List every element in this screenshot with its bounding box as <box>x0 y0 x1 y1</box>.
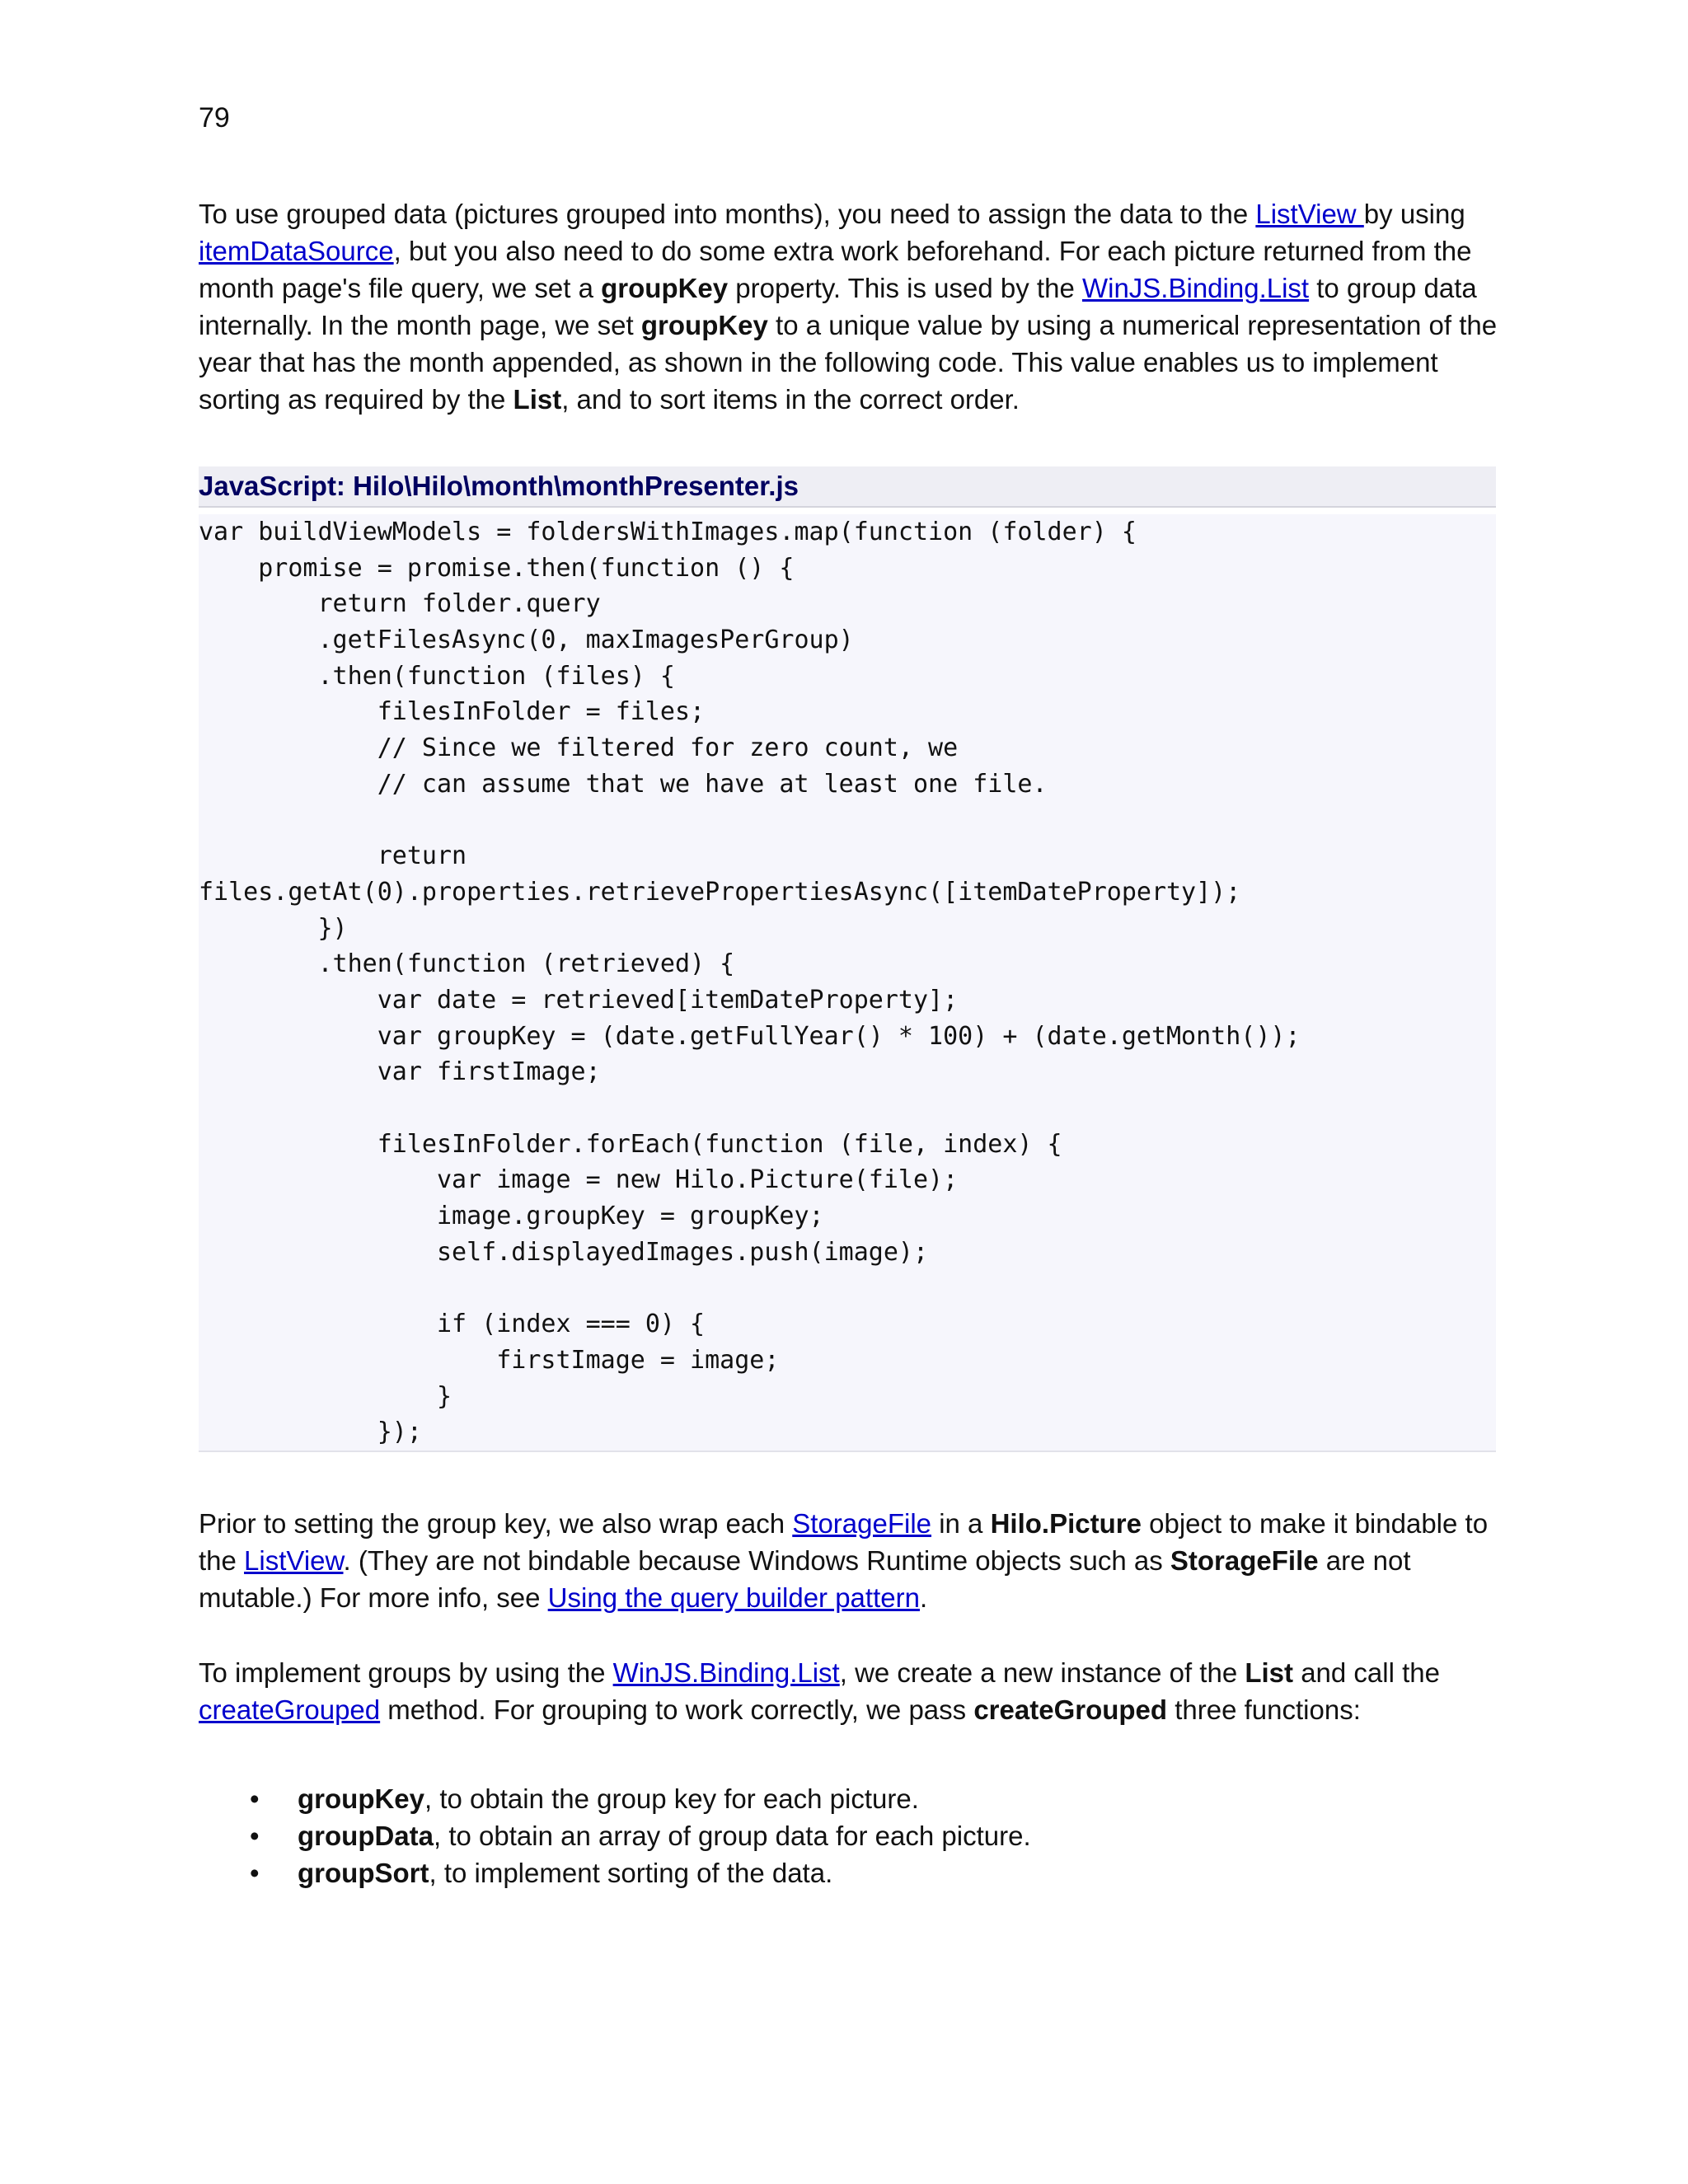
list-item: • groupSort, to implement sorting of the data. <box>199 1854 1509 1891</box>
code-block-title: JavaScript: Hilo\Hilo\month\monthPresenter.js <box>199 466 1496 508</box>
code-line: self.displayedImages.push(image); <box>199 1237 929 1267</box>
code-line: return <box>199 841 467 871</box>
listview-link-2[interactable]: ListView <box>244 1545 344 1576</box>
code-line: image.groupKey = groupKey; <box>199 1202 824 1231</box>
code-block <box>199 514 1496 1452</box>
intro-paragraph: To use grouped data (pictures grouped into months), you need to assign the data to the ListView by using itemDataSource, but you also need to do some extra work beforehand. For each picture returned from the month page's file query, we set a groupKey property. This is used by the WinJS.Binding.List to group data internally. In the month page, we set groupKey to a unique value by using a numerical representation of the year that has the month appended, as shown in the following code. This value enables us to implement sorting as required by the List, and to sort items in the correct order. <box>199 199 1498 415</box>
code-line: filesInFolder.forEach(function (file, index) { <box>199 1129 1062 1159</box>
winjs-binding-list-link[interactable]: WinJS.Binding.List <box>1081 273 1310 303</box>
code-line: var groupKey = (date.getFullYear() * 100) + (date.getMonth()); <box>199 1021 1301 1051</box>
code-line: var firstImage; <box>199 1057 601 1087</box>
code-line <box>199 1270 1496 1306</box>
function-list <box>199 1780 1509 1891</box>
storagefile-link[interactable]: StorageFile <box>792 1508 932 1539</box>
code-line: filesInFolder = files; <box>199 697 706 727</box>
code-line: // can assume that we have at least one file. <box>199 769 1048 799</box>
list-item: • groupData, to obtain an array of group data for each picture. <box>199 1817 1509 1854</box>
code-line: if (index === 0) { <box>199 1310 706 1339</box>
bullet-icon: • <box>250 1858 260 1888</box>
code-line: return folder.query <box>199 589 601 619</box>
code-line <box>199 803 1496 839</box>
storagefile-paragraph: Prior to setting the group key, we also wrap each StorageFile in a Hilo.Picture object to make it bindable to the ListView. (They are not bindable because Windows Runtime objects such as StorageFile are not mutable.) For more info, see Using the query builder pattern. <box>199 1508 1489 1613</box>
code-line: firstImage = image; <box>199 1345 780 1375</box>
code-line <box>199 1090 1496 1127</box>
bullet-icon: • <box>250 1821 260 1851</box>
code-line: .then(function (retrieved) { <box>199 949 735 979</box>
code-line: var buildViewModels = foldersWithImages.map(function (folder) { <box>199 518 1137 546</box>
winjs-binding-list-link-2[interactable]: WinJS.Binding.List <box>612 1657 840 1688</box>
code-line: var date = retrieved[itemDateProperty]; <box>199 985 959 1015</box>
code-line: files.getAt(0).properties.retrievePropertiesAsync([itemDateProperty]); <box>199 877 1241 907</box>
query-builder-pattern-link[interactable]: Using the query builder pattern <box>547 1582 920 1613</box>
code-line: .then(function (files) { <box>199 661 675 691</box>
code-line: } <box>199 1381 452 1411</box>
code-line: var image = new Hilo.Picture(file); <box>199 1165 959 1195</box>
bullet-icon: • <box>250 1783 260 1814</box>
page-number: 79 <box>199 102 230 134</box>
itemdatasource-link[interactable]: itemDataSource <box>199 236 394 266</box>
code-line: }) <box>199 913 348 943</box>
code-line: }); <box>199 1418 422 1447</box>
code-line: .getFilesAsync(0, maxImagesPerGroup) <box>199 626 854 655</box>
code-line: // Since we filtered for zero count, we <box>199 733 959 763</box>
create-grouped-paragraph: To implement groups by using the WinJS.Binding.List, we create a new instance of the List and call the createGrouped method. For grouping to work correctly, we pass createGrouped three functions: <box>199 1657 1440 1725</box>
creategrouped-link[interactable]: createGrouped <box>199 1694 381 1725</box>
code-line: promise = promise.then(function () { <box>199 553 795 583</box>
list-item: • groupKey, to obtain the group key for each picture. <box>199 1780 1509 1817</box>
listview-link[interactable]: ListView <box>1255 199 1364 229</box>
